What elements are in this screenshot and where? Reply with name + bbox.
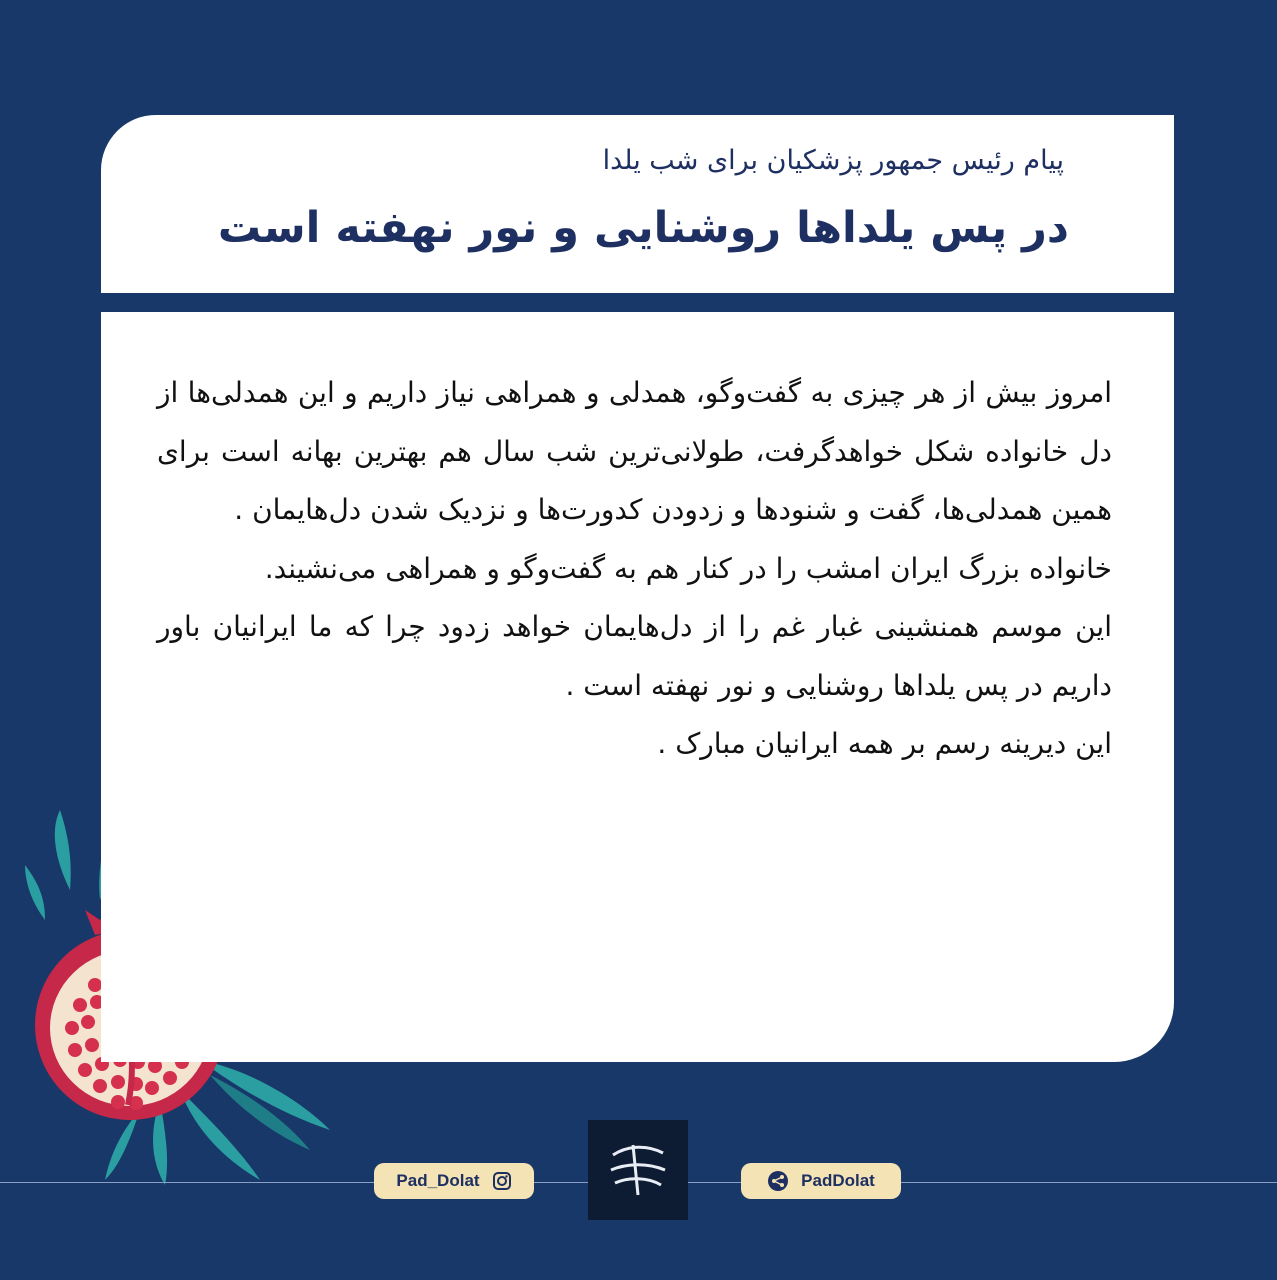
header-card: [101, 115, 1174, 293]
message-card: [101, 312, 1174, 1062]
instagram-link[interactable]: [374, 1163, 534, 1199]
instagram-icon: [492, 1171, 512, 1191]
message-paragraph: امروز بیش از هر چیزی به گفت‌وگو، همدلی و همراهی نیاز داریم و این همدلی‌ها از دل خانواده شکل خواهدگرفت، طولانی‌ترین شب سال هم بهترین بهانه است برای همین همدلی‌ها، گفت و شنودها و زدودن کدورت‌ها و نزدیک شدن دل‌هایمان .: [157, 376, 1112, 526]
share-link[interactable]: [741, 1163, 901, 1199]
message-paragraph: خانواده بزرگ ایران امشب را در کنار هم به گفت‌وگو و همراهی می‌نشیند.: [264, 551, 1112, 585]
share-icon: [767, 1170, 789, 1192]
page-subtitle: پیام رئیس جمهور پزشکیان برای شب یلدا: [602, 145, 1064, 176]
instagram-handle: Pad_Dolat: [396, 1171, 480, 1190]
logo: [588, 1120, 688, 1220]
message-body: [157, 364, 1112, 774]
message-paragraph: این دیرینه رسم بر همه ایرانیان مبارک .: [657, 727, 1112, 760]
logo-mark: [593, 1125, 683, 1215]
message-paragraph: این موسم همنشینی غبار غم را از دل‌هایمان خواهد زدود چرا که ما ایرانیان باور داریم در پس یلداها روشنایی و نور نهفته است .: [157, 610, 1112, 702]
page-title: در پس یلداها روشنایی و نور نهفته است: [217, 203, 1069, 253]
share-handle: PadDolat: [801, 1171, 875, 1190]
